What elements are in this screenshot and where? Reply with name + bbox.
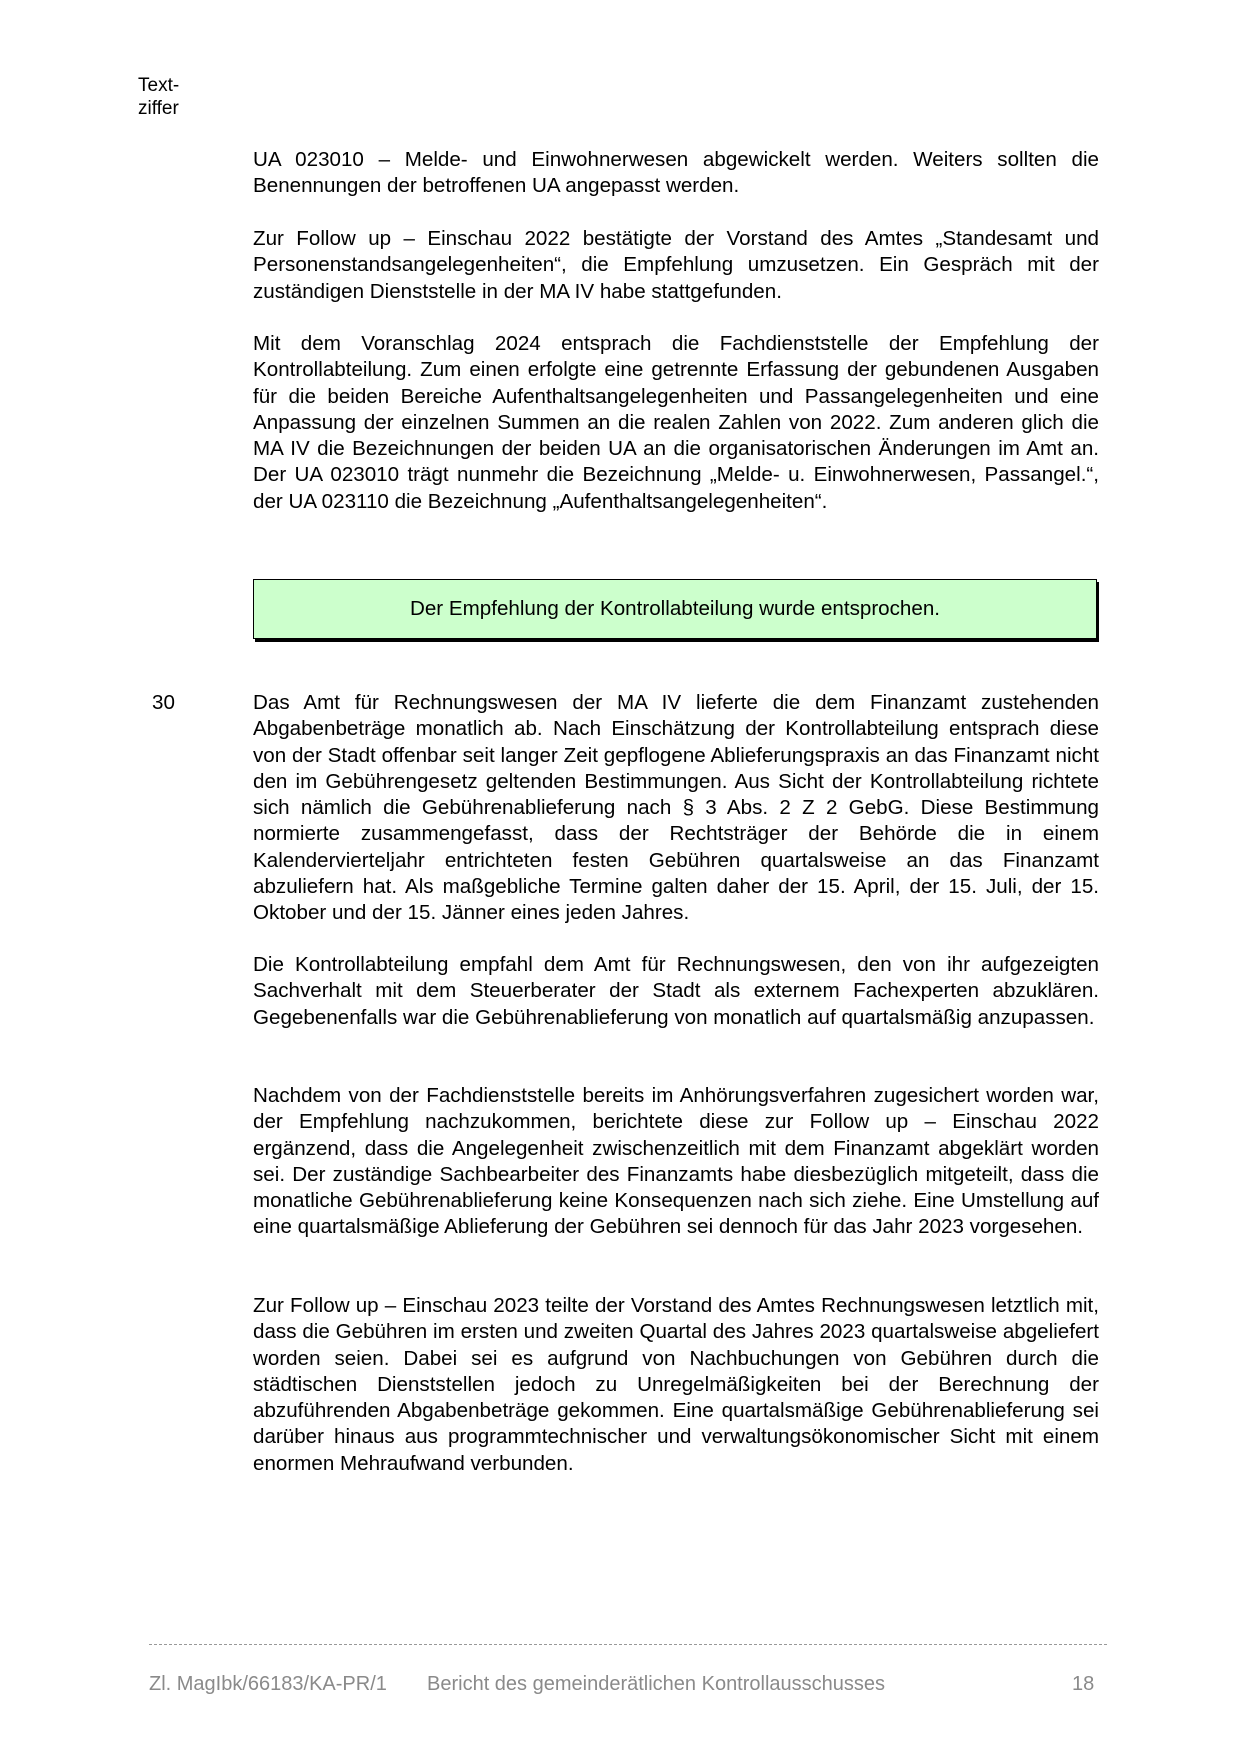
paragraph-4: Das Amt für Rechnungswesen der MA IV lieferte die dem Finanzamt zustehenden Abgabenbeträge monatlich ab. Nach Einschätzung der Kontrollabteilung entsprach diese von der Stadt offenbar seit langer Zeit gepflogene Ablieferungspraxis an das Finanzamt nicht den im Gebührengesetz geltenden Bestimmungen. Aus Sicht der Kontrollabteilung richtete sich nämlich die Gebührenablieferung nach § 3 Abs. 2 Z 2 GebG. Diese Bestimmung normierte zusammengefasst, dass der Rechtsträger der Behörde die in einem Kalendervierteljahr entrichteten festen Gebühren quartalsweise an das Finanzamt abzuliefern hat. Als maßgebliche Termine galten daher der 15. April, der 15. Juli, der 15. Oktober und der 15. Jänner eines jeden Jahres. (253, 691, 1099, 925)
paragraph-6: Nachdem von der Fachdienststelle bereits im Anhörungsverfahren zugesichert worden war, der Empfehlung nachzukommen, berichtete diese zur Follow up – Einschau 2022 ergänzend, dass die Angelegenheit zwischenzeitlich mit dem Finanzamt abgeklärt worden sei. Der zuständige Sachbearbeiter des Finanzamts habe diesbezüglich mitgeteilt, dass die monatliche Gebührenablieferung keine Konsequenzen nach sich ziehe. Eine Umstellung auf eine quartalsmäßige Ablieferung der Gebühren sei dennoch für das Jahr 2023 vorgesehen. (253, 1084, 1099, 1239)
textziffer-label-line1: Text- (138, 75, 180, 96)
textziffer-number: 30 (152, 691, 175, 714)
result-box (253, 579, 1097, 639)
paragraph-3: Mit dem Voranschlag 2024 entsprach die Fachdienststelle der Empfehlung der Kontrollabteilung. Zum einen erfolgte eine getrennte Erfassung der gebundenen Ausgaben für die beiden Bereiche Aufenthaltsangelegenheiten und Passangelegenheiten und eine Anpassung der einzelnen Summen an die realen Zahlen von 2022. Zum anderen glich die MA IV die Bezeichnungen der beiden UA an die organisatorischen Änderungen im Amt an. Der UA 023010 trägt nunmehr die Bezeichnung „Melde- u. Einwohnerwesen, Passangel.“, der UA 023110 die Bezeichnung „Aufenthaltsangelegenheiten“. (253, 332, 1099, 513)
footer-title: Bericht des gemeinderätlichen Kontrollausschusses (427, 1673, 886, 1695)
footer-page-number: 18 (1072, 1673, 1095, 1695)
footer-reference: Zl. MagIbk/66183/KA-PR/1 (149, 1673, 387, 1695)
textziffer-label-line2: ziffer (138, 98, 179, 119)
paragraph-7: Zur Follow up – Einschau 2023 teilte der Vorstand des Amtes Rechnungswesen letztlich mit, dass die Gebühren im ersten und zweiten Quartal des Jahres 2023 quartalsweise abgeliefert worden seien. Dabei sei es aufgrund von Nachbuchungen von Gebühren durch die städtischen Dienststellen jedoch zu Unregelmäßigkeiten bei der Berechnung der abzuführenden Abgabenbeträge gekommen. Eine quartalsmäßige Gebührenablieferung sei darüber hinaus aus programmtechnischer und verwaltungsökonomischer Sicht mit einem enormen Mehraufwand verbunden. (253, 1294, 1099, 1475)
textziffer-header (138, 74, 179, 120)
paragraph-2: Zur Follow up – Einschau 2022 bestätigte der Vorstand des Amtes „Standesamt und Personenstandsangelegenheiten“, die Empfehlung umzusetzen. Ein Gespräch mit der zuständigen Dienststelle in der MA IV habe stattgefunden. (253, 227, 1099, 303)
footer-divider (149, 1644, 1107, 1645)
paragraph-5: Die Kontrollabteilung empfahl dem Amt für Rechnungswesen, den von ihr aufgezeigten Sachverhalt mit dem Steuerberater der Stadt als externem Fachexperten abzuklären. Gegebenenfalls war die Gebührenablieferung von monatlich auf quartalsmäßig anzupassen. (253, 953, 1099, 1029)
result-box-text: Der Empfehlung der Kontrollabteilung wurde entsprochen. (409, 597, 941, 620)
paragraph-1: UA 023010 – Melde- und Einwohnerwesen abgewickelt werden. Weiters sollten die Benennungen der betroffenen UA angepasst werden. (253, 148, 1099, 198)
